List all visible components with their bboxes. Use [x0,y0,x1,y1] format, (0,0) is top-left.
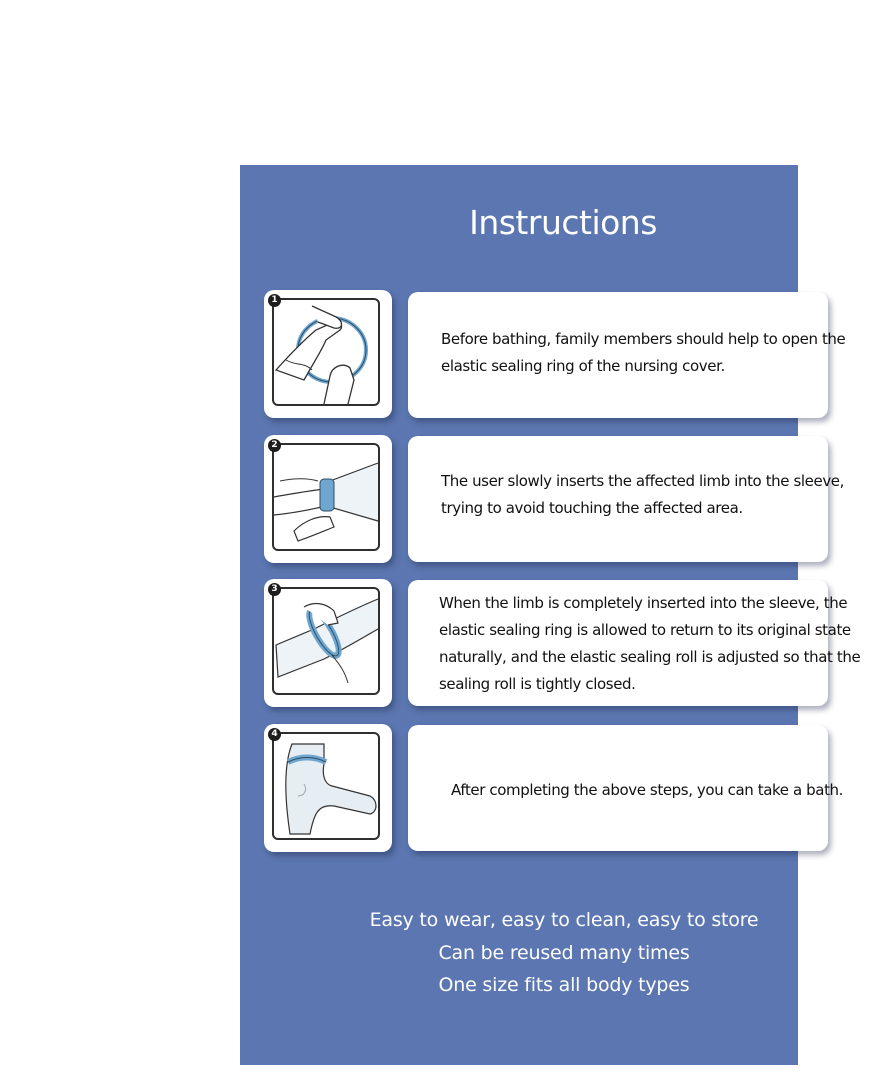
step-4-line-1: After completing the above steps, you can take a bath. [451,781,844,799]
step-2-line-2: trying to avoid touching the affected area. [441,499,743,517]
step-3-number-badge: 3 [268,583,281,596]
step-3-card [408,580,861,706]
step-3-image [264,579,392,707]
step-1-number-badge: 1 [268,294,281,307]
feature-line-2: Can be reused many times [438,941,690,964]
feature-line-3: One size fits all body types [438,974,690,996]
step-3-frame [272,587,380,695]
step-2-text [441,468,844,522]
step-1-frame [272,298,380,406]
step-1-line-2: elastic sealing ring of the nursing cover. [441,357,725,375]
instructions-panel [240,165,861,1065]
step-2-number-badge: 2 [268,439,281,452]
step-3-line-2: elastic sealing ring is allowed to return to its original state [439,621,851,639]
covered-arm-illustration [274,734,378,838]
step-2-card [408,436,844,562]
step-3-line-4: sealing roll is tightly closed. [439,675,636,693]
step-4-frame [272,732,380,840]
step-2-image [264,435,392,563]
step-4-text [451,777,844,804]
step-1-image [264,290,392,418]
features-footer [240,904,888,1002]
step-3-line-1: When the limb is completely inserted into the sleeve, the [439,594,848,612]
step-1-text [441,326,846,380]
page-title: Instructions [469,203,657,242]
step-2-frame [272,443,380,551]
step-1-line-1: Before bathing, family members should help to open the [441,330,846,348]
step-3-line-3: naturally, and the elastic sealing roll is adjusted so that the [439,648,861,666]
step-2-line-1: The user slowly inserts the affected limb into the sleeve, [441,472,844,490]
feature-line-1: Easy to wear, easy to clean, easy to store [369,909,759,931]
hands-opening-ring-illustration [274,300,378,404]
step-4-number-badge: 4 [268,728,281,741]
step-1-card [408,292,846,418]
ring-adjusting-illustration [274,589,378,693]
step-4-image [264,724,392,852]
arm-inserting-sleeve-illustration [274,445,378,549]
step-3-text [439,590,861,698]
step-4-card [408,725,844,851]
